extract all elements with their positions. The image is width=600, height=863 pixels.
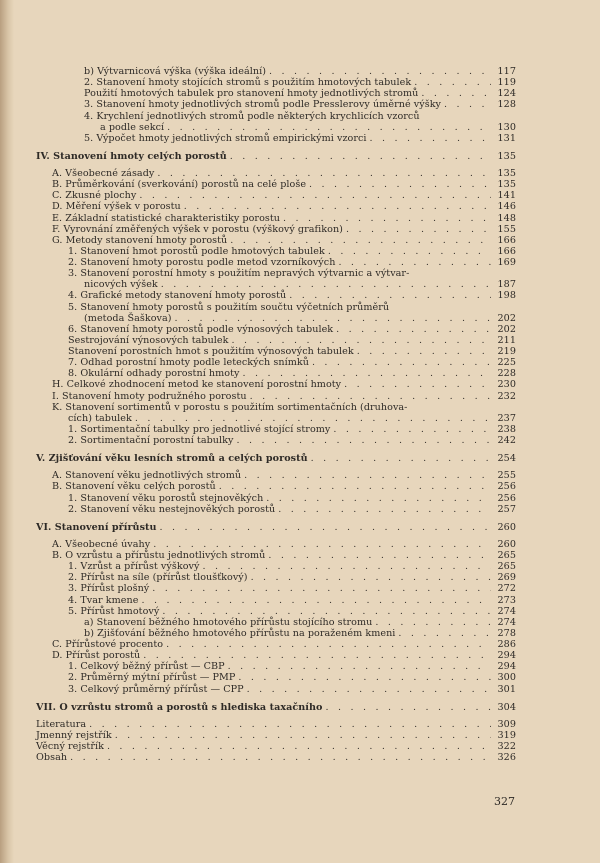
- chapter-title: VII. O vzrůstu stromů a porostů s hlediska taxačního: [36, 701, 323, 713]
- toc-entry-label: 5. Stanovení hmoty porostů s použitím součtu výčetních průměrů: [68, 301, 390, 313]
- toc-entry-page: 131: [497, 132, 516, 144]
- toc-entry-label: 5. Výpočet hmoty jednotlivých stromů empirickými vzorci: [84, 132, 367, 144]
- leader-dots: [167, 122, 491, 133]
- toc-entry-page: 124: [497, 88, 516, 100]
- toc-entry-label-continuation: a podle sekcí: [100, 121, 165, 133]
- page-number: 327: [494, 795, 515, 808]
- toc-entry-page: 202: [497, 323, 516, 335]
- leader-dots: [153, 539, 491, 550]
- leader-dots: [135, 413, 491, 424]
- toc-entry: [36, 235, 516, 246]
- toc-entry: [36, 617, 516, 628]
- leader-dots: [89, 719, 491, 730]
- leader-dots: [283, 213, 491, 224]
- toc-entry: [36, 639, 516, 650]
- toc-entry: [36, 88, 516, 99]
- toc-entry-page: 166: [497, 245, 516, 257]
- toc-entry-page: 128: [497, 99, 516, 111]
- toc-entry-page: 230: [497, 379, 516, 391]
- leader-dots: [269, 66, 491, 77]
- toc-entry: [36, 213, 516, 224]
- leader-dots: [230, 235, 491, 246]
- toc-entry-label: 6. Stanovení hmoty porostů podle výnosových tabulek: [68, 323, 334, 335]
- toc-entry-page: 242: [497, 435, 516, 446]
- toc-entry-label: Literatura: [36, 718, 87, 730]
- leader-dots: [143, 650, 491, 661]
- toc-entry-label-continuation: cích) tabulek: [68, 412, 132, 424]
- toc-entry-page: 255: [497, 470, 516, 482]
- toc-entry-page: 211: [497, 334, 516, 346]
- toc-entry: [36, 379, 516, 390]
- toc-entry-label: 3. Přírůst plošný: [68, 583, 150, 595]
- toc-entry: [36, 719, 516, 730]
- toc-entry-label: 1. Vzrůst a přírůst výškový: [68, 561, 200, 573]
- toc-entry-label: b) Zjišťování běžného hmotového přírůstu na poraženém kmeni: [84, 627, 396, 639]
- leader-dots: [250, 391, 491, 402]
- leader-dots: [238, 672, 491, 683]
- leader-dots: [325, 702, 491, 713]
- toc-entry: [36, 335, 516, 346]
- toc-entry-label: Stanovení porostních hmot s použitím výnosových tabulek: [68, 346, 354, 357]
- toc-entry-continuation: [52, 413, 516, 424]
- toc-entry: [36, 290, 516, 301]
- toc-entry: [36, 606, 516, 617]
- toc-entry-page: 202: [497, 312, 516, 324]
- toc-entry-page: 257: [497, 503, 516, 515]
- toc-entry: [36, 302, 516, 324]
- toc-entry-label: K. Stanovení sortimentů v porostu s použitím sortimentačních (druhova-: [52, 401, 408, 413]
- chapter-title: V. Zjišťování věku lesních stromů a celých porostů: [36, 453, 308, 465]
- toc-entry-label: 4. Krychlení jednotlivých stromů podle některých krychlicích vzorců: [84, 110, 420, 122]
- toc-entry-page: 135: [497, 168, 516, 179]
- toc-entry-label-continuation: nicových výšek: [84, 279, 158, 291]
- toc-entry: [36, 561, 516, 572]
- toc-entry-page: 225: [497, 357, 516, 369]
- toc-entry-label: 4. Grafické metody stanovení hmoty porostů: [68, 290, 287, 302]
- leader-dots: [162, 606, 491, 617]
- toc-entry-label: 2. Průměrný mýtní přírůst — PMP: [68, 672, 236, 684]
- toc-entry-page: 309: [497, 718, 516, 730]
- toc-entry-label: Jmenný rejstřík: [36, 729, 112, 741]
- leader-dots: [370, 133, 491, 144]
- toc-entry: [36, 595, 516, 606]
- leader-dots: [175, 313, 491, 324]
- toc-entry-page: 237: [497, 412, 516, 424]
- toc-entry-label: 1. Stanovení věku porostů stejnověkých: [68, 492, 264, 504]
- leader-dots: [421, 88, 491, 99]
- toc-entry: [36, 111, 516, 133]
- toc-entry-label: A. Všeobecné úvahy: [52, 538, 151, 550]
- toc-entry-label: E. Základní statistické charakteristiky porostu: [52, 212, 281, 224]
- toc-entry: [36, 493, 516, 504]
- toc-entry-page: 198: [497, 290, 516, 302]
- leader-dots: [184, 201, 491, 212]
- leader-dots: [346, 224, 491, 235]
- toc-entry: [36, 201, 516, 212]
- toc-entry: [36, 650, 516, 661]
- toc-entry-label: 2. Stanovení hmoty stojících stromů s použitím hmotových tabulek: [84, 77, 412, 89]
- toc-entry-label: 3. Stanovení hmoty jednotlivých stromů podle Presslerovy úměrné výšky: [84, 99, 442, 111]
- toc-entry-label: 1. Sortimentační tabulky pro jednotlivé stojící stromy: [68, 423, 331, 435]
- toc-entry-label: A. Všeobecné zásady: [52, 168, 155, 179]
- toc-entry: [36, 435, 516, 446]
- toc-entry: [36, 402, 516, 424]
- toc-entry-page: 265: [497, 561, 516, 573]
- toc-entry-label: B. Průměrkování (sverkování) porostů na celé ploše: [52, 179, 307, 191]
- leader-dots: [152, 583, 491, 594]
- toc-entry-continuation: [68, 313, 516, 324]
- toc-entry-label: 7. Odhad porostní hmoty podle leteckých snímků: [68, 357, 309, 369]
- toc-entry-first-line: [68, 268, 516, 279]
- toc-entry: [36, 583, 516, 594]
- toc-entry: [36, 424, 516, 435]
- leader-dots: [139, 190, 491, 201]
- chapter-heading: [36, 702, 516, 713]
- toc-entry-page: 232: [497, 390, 516, 402]
- toc-entry-label: 3. Stanovení porostní hmoty s použitím nepravých výtvarnic a výtvar-: [68, 268, 410, 280]
- leader-dots: [309, 179, 491, 190]
- leader-dots: [236, 435, 491, 446]
- chapter-title: VI. Stanovení přírůstu: [36, 521, 157, 533]
- leader-dots: [161, 279, 491, 290]
- toc-entry-label: 2. Stanovení věku nestejnověkých porostů: [68, 503, 276, 515]
- leader-dots: [444, 99, 491, 110]
- toc-entry-page: 272: [497, 583, 516, 595]
- leader-dots: [289, 290, 491, 301]
- toc-entry: [36, 741, 516, 752]
- toc-entry-page: 294: [497, 650, 516, 662]
- toc-entry: [36, 628, 516, 639]
- toc-entry-page: 274: [497, 605, 516, 617]
- toc-entry-page: 256: [497, 492, 516, 504]
- toc-entry-label: Obsah: [36, 752, 68, 764]
- toc-entry-label: C. Zkusné plochy: [52, 190, 137, 202]
- toc-entry: [36, 504, 516, 515]
- toc-entry-page: 119: [497, 77, 516, 89]
- toc-entry-page: 278: [497, 627, 516, 639]
- toc-entry-first-line: [84, 111, 516, 122]
- toc-entry: [36, 684, 516, 695]
- toc-entry-label: 2. Stanovení hmoty porostu podle metod vzorníkových: [68, 257, 336, 268]
- leader-dots: [336, 324, 491, 335]
- chapter-heading: [36, 453, 516, 464]
- toc-entry-page: 135: [497, 179, 516, 191]
- toc-entry-page: 130: [497, 121, 516, 133]
- toc-entry-page: 155: [497, 223, 516, 235]
- toc-entry-page: 169: [497, 257, 516, 268]
- toc-entry-page: 166: [497, 234, 516, 246]
- leader-dots: [328, 246, 491, 257]
- toc-entry-label-continuation: (metoda Šaškova): [84, 312, 172, 324]
- leader-dots: [357, 346, 491, 357]
- toc-entry-label: 1. Stanovení hmot porostů podle hmotových tabulek: [68, 245, 325, 257]
- toc-entry: [36, 672, 516, 683]
- toc-entry-page: 228: [497, 368, 516, 380]
- leader-dots: [202, 561, 491, 572]
- toc-entry: [36, 368, 516, 379]
- toc-entry-label: F. Vyrovnání změřených výšek v porostu (výškový grafikon): [52, 223, 343, 235]
- toc-entry-label: C. Přírůstové procento: [52, 639, 164, 650]
- toc-entry-label: Věcný rejstřík: [36, 741, 104, 752]
- leader-dots: [338, 257, 491, 268]
- toc-entry: [36, 224, 516, 235]
- toc-entry-page: 269: [497, 572, 516, 584]
- leader-dots: [230, 151, 491, 162]
- toc-entry: [36, 539, 516, 550]
- toc-entry-label: D. Měření výšek v porostu: [52, 201, 181, 213]
- toc-entry: [36, 99, 516, 110]
- chapter-heading: [36, 522, 516, 533]
- toc-entry-page: 148: [497, 212, 516, 224]
- toc-entry: [36, 257, 516, 268]
- toc-entry-page: 238: [497, 423, 516, 435]
- leader-dots: [107, 741, 491, 752]
- toc-entry-page: 219: [497, 346, 516, 357]
- leader-dots: [219, 481, 491, 492]
- toc-entry-label: 8. Okulární odhady porostní hmoty: [68, 368, 240, 380]
- leader-dots: [344, 379, 491, 390]
- toc-entry-label: 4. Tvar kmene: [68, 594, 139, 606]
- toc-entry: [36, 268, 516, 290]
- toc-entry: [36, 752, 516, 763]
- toc-entry-label: Použití hmotových tabulek pro stanovení hmoty jednotlivých stromů: [84, 88, 419, 100]
- toc-entry-first-line: [68, 302, 516, 313]
- chapter-title: IV. Stanovení hmoty celých porostů: [36, 150, 227, 162]
- leader-dots: [141, 595, 491, 606]
- leader-dots: [278, 504, 491, 515]
- leader-dots: [244, 470, 491, 481]
- leader-dots: [333, 424, 491, 435]
- toc-entry-page: 294: [497, 661, 516, 673]
- toc-entry-continuation: [68, 279, 516, 290]
- toc-entry-page: 273: [497, 594, 516, 606]
- toc-entry-label: a) Stanovení běžného hmotového přírůstu stojícího stromu: [84, 616, 373, 628]
- toc-entry-page: 141: [497, 190, 516, 202]
- toc-entry: [36, 179, 516, 190]
- leader-dots: [243, 368, 492, 379]
- toc-entry: [36, 572, 516, 583]
- toc-entry-page: 326: [497, 752, 516, 764]
- toc-entry-label: B. O vzrůstu a přírůstu jednotlivých stromů: [52, 550, 266, 561]
- toc-entry-label: 5. Přírůst hmotový: [68, 605, 160, 617]
- toc-entry-page: 286: [497, 639, 516, 650]
- toc-entry-page: 146: [497, 201, 516, 213]
- toc-entry-label: H. Celkové zhodnocení metod ke stanovení porostní hmoty: [52, 379, 342, 391]
- leader-dots: [228, 661, 491, 672]
- toc-entry-label: 2. Sortimentační porostní tabulky: [68, 435, 234, 446]
- page-edge-shadow: [0, 0, 14, 863]
- toc-entry-continuation: [84, 122, 516, 133]
- chapter-page: 254: [497, 453, 516, 465]
- toc-entry-label: D. Přírůst porostů: [52, 650, 141, 662]
- toc-entry-label: 1. Celkový běžný přírůst — CBP: [68, 661, 225, 673]
- toc-entry: [36, 77, 516, 88]
- leader-dots: [414, 77, 491, 88]
- leader-dots: [266, 493, 491, 504]
- leader-dots: [70, 752, 491, 763]
- toc-entry-page: 322: [497, 741, 516, 752]
- toc-entry: [36, 346, 516, 357]
- toc-entry-page: 274: [497, 616, 516, 628]
- toc-entry: [36, 481, 516, 492]
- toc-entry-page: 256: [497, 481, 516, 493]
- table-of-contents: [36, 66, 516, 763]
- leader-dots: [115, 730, 491, 741]
- leader-dots: [166, 639, 491, 650]
- toc-entry-page: 117: [497, 66, 516, 77]
- leader-dots: [311, 453, 491, 464]
- toc-entry-label: A. Stanovení věku jednotlivých stromů: [52, 470, 242, 482]
- leader-dots: [251, 572, 491, 583]
- toc-entry-label: G. Metody stanovení hmoty porostů: [52, 234, 228, 246]
- leader-dots: [160, 522, 491, 533]
- toc-entry: [36, 661, 516, 672]
- chapter-page: 260: [497, 521, 516, 533]
- toc-entry-page: 300: [497, 672, 516, 684]
- leader-dots: [312, 357, 491, 368]
- toc-entry: [36, 168, 516, 179]
- toc-entry-page: 265: [497, 550, 516, 561]
- leader-dots: [247, 684, 491, 695]
- toc-entry-page: 260: [497, 538, 516, 550]
- toc-entry: [36, 550, 516, 561]
- toc-entry: [36, 324, 516, 335]
- toc-entry: [36, 66, 516, 77]
- toc-entry: [36, 391, 516, 402]
- toc-entry-label: Sestrojování výnosových tabulek: [68, 334, 229, 346]
- toc-entry-label: I. Stanovení hmoty podružného porostu: [52, 390, 247, 402]
- toc-entry-label: b) Výtvarnicová výška (výška ideální): [84, 66, 267, 77]
- chapter-heading: [36, 151, 516, 162]
- toc-entry: [36, 357, 516, 368]
- toc-entry: [36, 246, 516, 257]
- leader-dots: [398, 628, 491, 639]
- toc-entry-label: 2. Přírůst na síle (přírůst tloušťkový): [68, 572, 248, 584]
- leader-dots: [268, 550, 491, 561]
- toc-entry: [36, 190, 516, 201]
- leader-dots: [375, 617, 491, 628]
- chapter-page: 304: [497, 701, 516, 713]
- leader-dots: [232, 335, 491, 346]
- toc-entry: [36, 470, 516, 481]
- leader-dots: [157, 168, 491, 179]
- toc-entry-label: B. Stanovení věku celých porostů: [52, 481, 216, 493]
- toc-entry-page: 301: [497, 683, 516, 695]
- toc-entry: [36, 730, 516, 741]
- toc-entry-page: 319: [497, 729, 516, 741]
- toc-entry-label: 3. Celkový průměrný přírůst — CPP: [68, 683, 244, 695]
- chapter-page: 135: [497, 150, 516, 162]
- toc-entry-first-line: [52, 402, 516, 413]
- toc-entry: [36, 133, 516, 144]
- toc-entry-page: 187: [497, 279, 516, 291]
